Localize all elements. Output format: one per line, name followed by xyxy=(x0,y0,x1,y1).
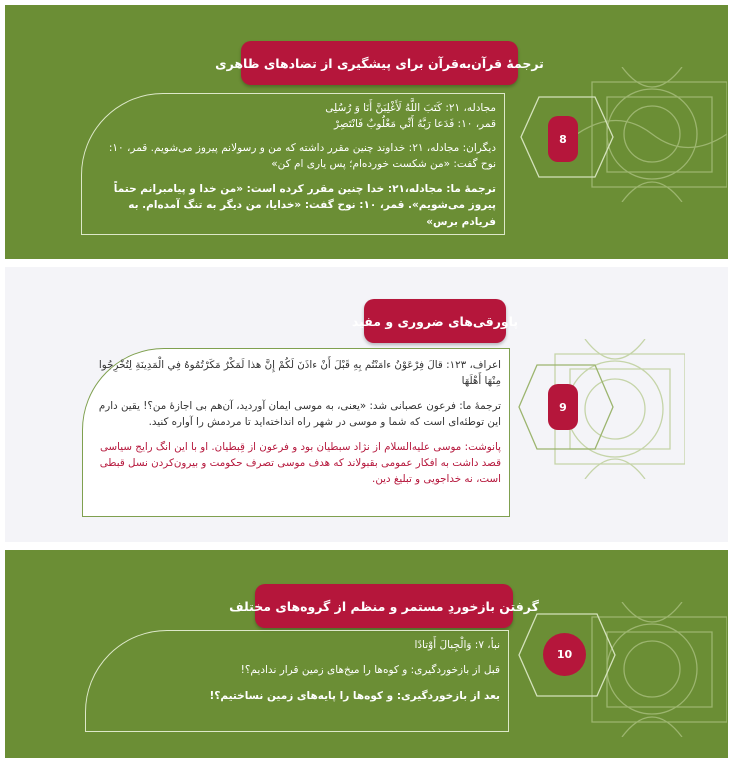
content-card xyxy=(85,630,509,732)
section-feedback xyxy=(5,550,728,758)
verse-line: قمر، ۱۰: فَدَعا رَبَّهُ أَنِّي مَغْلُوبٌ فَانْتَصِرْ xyxy=(333,118,496,131)
our-translation: ترجمۀ ما: مجادله،۲۱: خدا چنین مقرر کرده است: «من خدا و پیامبرانم حتماً پیروز می‌شویم». قمر، ۱۰: نوح گفت: «خدایا، من دیگر به تنگ آمده‌ام. به فریادم برس» xyxy=(113,183,496,228)
footnote-text: پانوشت: موسی علیه‌السلام از نژاد سبطیان بود و فرعون از قِبطیان. او با این انگ رایج سیاسی قصد داشت به افکار عمومی بقبولاند که هدف موسی تصرف حکومت و بیرون‌کردن نسل قبطی است، نه خداجویی و تبلیغ دین. xyxy=(99,440,501,485)
content-card xyxy=(82,348,510,517)
step-number-badge: 8 xyxy=(548,116,578,162)
step-number-badge: 9 xyxy=(548,384,578,430)
verse-line: اعراف، ۱۲۳: قالَ فِرْعَوْنُ ءامَنْتُم بِهِ قَبْلَ أَنْ ءاذَنَ لَكُمْ إِنَّ هذا لَمَكْرٌ مَكَرْتُمُوهُ فِي الْمَدِينَةِ لِتُخْرِجُوا مِنْهَا أَهْلَهَا xyxy=(98,359,501,387)
step-number-badge: 10 xyxy=(543,633,586,676)
verse-line: مجادله، ۲۱: کَتَبَ اللَّهُ لَأَغْلِبَنَّ أَنَا وَ رُسُلِی xyxy=(325,102,496,114)
section-footnotes xyxy=(5,267,728,542)
before-feedback: قبل از بازخوردگیری: و کوه‌ها را میخ‌های زمین قرار ندادیم؟! xyxy=(240,664,500,677)
section-title: ترجمۀ قرآن‌به‌قرآن برای پیشگیری از تضادهای ظاهری xyxy=(241,41,518,85)
content-card xyxy=(81,93,505,235)
after-feedback: بعد از بازخوردگیری: و کوه‌ها را پایه‌های زمین نساختیم؟! xyxy=(209,689,500,702)
section-quran-translation xyxy=(5,5,728,259)
section-title: گرفتن بازخوردِ مستمر و منظم از گروه‌های مختلف xyxy=(255,584,513,628)
others-translation: دیگران: مجادله، ۲۱: خداوند چنین مقرر داشته که من و رسولانم پیروز می‌شویم. قمر، ۱۰: نوح گفت: «من شکست خورده‌ام؛ پس یاری ام کن» xyxy=(108,141,496,170)
verse-line: نبأ، ۷: وَالْجِبالَ أَوْتادًا xyxy=(414,639,500,651)
section-title: پاورقی‌های ضروری و مفید xyxy=(364,299,506,343)
our-translation: ترجمۀ ما: فرعون عصبانی شد: «یعنی، به موسی ایمان آوردید، آن‌هم بی اجازۀ من؟! یقین دارم این توطئه‌ای است که شما و موسی در شهر راه انداخته‌اید تا مردمش را آواره کنید. xyxy=(98,399,501,428)
